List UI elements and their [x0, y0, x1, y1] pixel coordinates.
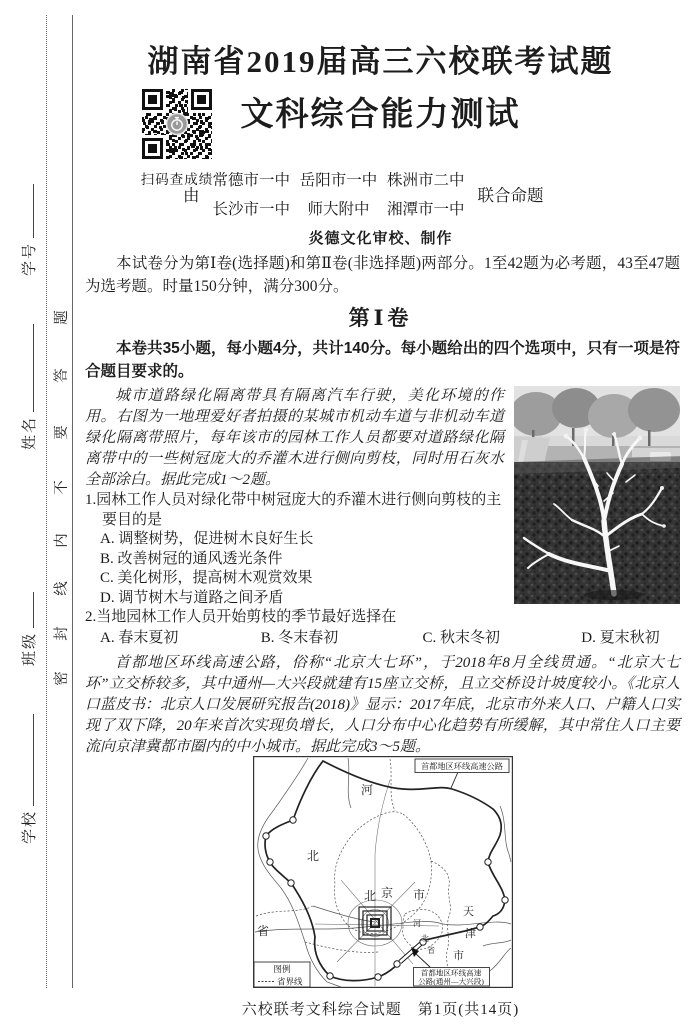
- school-name: 株洲市二中: [386, 172, 465, 189]
- question-2-stem: [85, 608, 680, 628]
- school-name: 师大附中: [307, 201, 370, 218]
- seal-char: 内: [54, 533, 70, 548]
- seal-char: 封: [54, 626, 70, 641]
- beijing-ring-expressway-map: [253, 756, 513, 988]
- seal-char: 题: [54, 310, 70, 325]
- label-hebei-char: 北: [307, 849, 320, 863]
- school-list: [213, 168, 465, 219]
- option-a: A. 调整树势，促进树木良好生长: [100, 531, 314, 547]
- school-row: [213, 168, 465, 190]
- option-c: C. 秋末冬初: [422, 629, 501, 646]
- option-d: D. 夏末秋初: [581, 629, 660, 646]
- margin-field-label: 姓名: [22, 415, 38, 450]
- margin-rule-line: [72, 15, 73, 988]
- seal-char: 密: [54, 671, 70, 686]
- option-a: A. 春末夏初: [100, 629, 179, 646]
- qr-caption: 扫码查成绩: [140, 172, 214, 187]
- byline-prefix: 由: [183, 185, 200, 205]
- label-tianjin-char: 津: [465, 928, 476, 940]
- seal-dotted-line: [46, 15, 47, 988]
- map-segment-callout-line2: 公路(通州—大兴段): [418, 977, 484, 986]
- label-tianjin-char: 天: [463, 906, 474, 918]
- legend-boundary-label: 省界线: [277, 976, 303, 987]
- margin-field-label: 班级: [22, 631, 38, 666]
- byline-suffix: 联合命题: [477, 185, 544, 205]
- label-hebei-small-char: 河: [413, 919, 421, 928]
- seal-char: 要: [54, 425, 70, 440]
- option-d: D. 调节树木与道路之间矛盾: [100, 589, 284, 606]
- seal-char: 不: [54, 480, 70, 495]
- byline: [183, 168, 544, 219]
- map-legend: [254, 962, 310, 987]
- label-beijing-char: 市: [413, 888, 426, 902]
- school-name: 岳阳市一中: [299, 172, 378, 189]
- label-tianjin-char: 市: [453, 950, 464, 962]
- label-hebei-char: 河: [361, 783, 374, 797]
- page-footer: 六校联考文科综合试题 第1页(共14页): [241, 1002, 520, 1018]
- margin-field-school: [18, 714, 39, 844]
- question-block: [85, 386, 680, 758]
- margin-field-class: [18, 592, 39, 666]
- page-title: 湖南省2019届高三六校联考试题: [147, 44, 614, 79]
- question-stem-text: 当地园林工作人员开始剪枝的季节最好选择在: [96, 609, 397, 625]
- school-name: 常德市一中: [212, 172, 291, 189]
- blank-line: [30, 714, 34, 806]
- blank-line: [30, 592, 34, 628]
- margin-field-name: [18, 324, 39, 450]
- school-row: [213, 197, 465, 219]
- question-2-options: [85, 628, 680, 648]
- option-c: C. 美化树形，提高树木观赏效果: [100, 570, 313, 586]
- passage-2: 首都地区环线高速公路，俗称“北京大七环”，于2018年8月全线贯通。“北京大七环”立交桥较多，其中通州—大兴段就建有15座立交桥，且立交桥设计坡度较小。《北京人口蓝皮书：北京人口发展研究报告(2018)》显示：2017年底，北京市外来人口、户籍人口实现了双下降，20年来首次实现负增长，人口分布中心化趋势有所缓解，其中常住人口主要流向京津冀都市圈内的中小城市。据此完成3～5题。: [85, 654, 680, 755]
- question-stem-text: 园林工作人员对绿化带中树冠庞大的乔灌木进行侧向剪枝的主要目的是: [96, 492, 502, 528]
- section-heading: 第Ⅰ卷: [348, 306, 413, 330]
- margin-field-label: 学校: [22, 809, 38, 844]
- map-segment-callout-line1: 首都地区环线高速: [420, 968, 482, 978]
- question-number: 2.: [85, 609, 97, 625]
- margin-field-student-number: [18, 184, 39, 276]
- exam-subject-title: 文科综合能力测试: [240, 95, 521, 132]
- producer-line: 炎德文化审校、制作: [308, 230, 453, 247]
- label-beijing-char: 京: [381, 886, 394, 900]
- label-hebei-small-char: 省: [427, 946, 435, 955]
- option-b: B. 改善树冠的通风透光条件: [100, 550, 283, 567]
- passage-1: 城市道路绿化隔离带具有隔离汽车行驶，美化环境的作用。右图为一地理爱好者拍摄的某城市机动车道与非机动车道绿化隔离带照片，每年该市的园林工作人员都要对道路绿化隔离带中的一些树冠庞大的乔灌木进行侧向剪枝，同时用石灰水全部涂白。据此完成1～2题。: [85, 388, 504, 488]
- school-name: 长沙市一中: [212, 201, 291, 218]
- greenbelt-tree-photo: [514, 386, 680, 604]
- question-number: 1.: [85, 492, 97, 508]
- section-note: 本卷共35小题，每小题4分，共计140分。每小题给出的四个选项中，只有一项是符合题目要求的。: [85, 340, 680, 380]
- legend-title: 图例: [273, 964, 291, 974]
- question-2: [85, 608, 680, 648]
- margin-field-label: 学号: [22, 241, 38, 276]
- blank-line: [30, 324, 34, 412]
- blank-line: [30, 184, 34, 238]
- exam-instructions: 本试卷分为第Ⅰ卷(选择题)和第Ⅱ卷(非选择题)两部分。1至42题为必考题，43至47题为选考题。时量150分钟，满分300分。: [85, 255, 680, 295]
- map-top-callout-text: 首都地区环线高速公路: [421, 762, 503, 771]
- label-beijing-char: 北: [364, 889, 377, 903]
- seal-char: 答: [54, 368, 70, 383]
- label-hebei-small-char: 北: [421, 934, 429, 943]
- school-name: 湘潭市一中: [386, 201, 465, 218]
- option-b: B. 冬末春初: [260, 629, 339, 646]
- seal-char: 线: [54, 581, 70, 596]
- label-hebei-char: 省: [257, 924, 270, 938]
